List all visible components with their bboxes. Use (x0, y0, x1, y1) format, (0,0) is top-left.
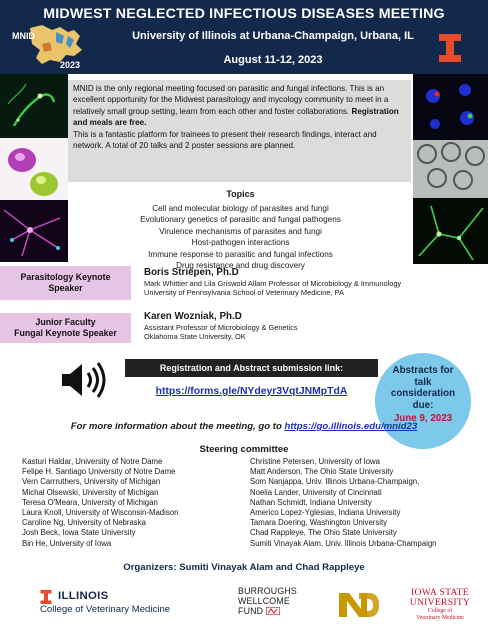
green-filaments-image (413, 198, 488, 264)
burroughs-wellcome-fund-logo (238, 587, 308, 627)
list-item: Cell and molecular biology of parasites and fungi (152, 204, 329, 213)
list-item: Drug resistance and drug discovery (176, 261, 305, 271)
brightfield-cells-image (413, 140, 488, 198)
megaphone-speaker-icon (60, 360, 108, 400)
parasitology-keynote-label (0, 266, 131, 300)
list-item: Americo Lopez-Yglesias, Indiana University (250, 508, 401, 518)
deadline-line: Abstracts for (392, 365, 454, 376)
page-title: MIDWEST NEGLECTED INFECTIOUS DISEASES MEETING (43, 6, 445, 22)
keynote-speaker-1 (144, 267, 484, 297)
registration-banner: Registration and Abstract submission link: (125, 359, 378, 377)
keynote-label-line: Parasitology Keynote (20, 272, 111, 282)
list-item: Evolutionary genetics of parasitic and fungal pathogens (140, 215, 341, 225)
list-item: Laura Knoll, University of Wisconsin-Madison (22, 508, 179, 518)
mnid-logo-text: MNID (12, 31, 35, 41)
list-item: Teresa O'Meara, University of Michigan (22, 497, 158, 507)
committee-list-left (22, 457, 248, 549)
speaker-title: Mark Whittier and Lila Griswold Allam Professor of Microbiology & Immunology (144, 279, 402, 288)
fungal-keynote-label (0, 313, 131, 343)
keynote-label-line: Junior Faculty (35, 317, 96, 327)
list-item: Kasturi Haldar, University of Notre Dame (22, 457, 163, 466)
header-banner (0, 0, 488, 74)
illinois-logo-unit: College of Veterinary Medicine (40, 604, 171, 615)
parasite-microscopy-image-1 (0, 74, 68, 138)
list-item: Christine Petersen, University of Iowa (250, 457, 381, 466)
fungal-microscopy-image (0, 138, 68, 200)
abstract-deadline-badge (375, 353, 471, 449)
speaker-affiliation: University of Pennsylvania School of Veterinary Medicine, PA (144, 288, 344, 297)
illinois-vetmed-logo (40, 590, 200, 622)
list-item: Noelia Lander, University of Cincinnati (250, 487, 382, 497)
list-item: Michal Olsewski, University of Michigan (22, 487, 159, 497)
bwf-logo-fund: FUND (238, 605, 264, 616)
list-item: Vern Carrruthers, University of Michigan (22, 477, 161, 487)
list-item: Virulence mechanisms of parasites and fungi (159, 226, 322, 236)
deadline-line: consideration (390, 388, 456, 399)
speaker-title: Assistant Professor of Microbiology & Genetics (144, 323, 298, 332)
hyphae-microscopy-image (0, 200, 68, 262)
venue-subtitle: University of Illinois at Urbana-Champaign, Urbana, IL (132, 30, 414, 42)
registration-link[interactable]: https://forms.gle/NYdeyr3VqtJNMpTdA (155, 386, 348, 397)
list-item: Som Nanjappa, Univ. Illinois Urbana-Champaign, (250, 477, 420, 487)
topics-heading: Topics (226, 189, 255, 199)
list-item: Immune response to parasitic and fungal infections (148, 249, 333, 259)
intro-box (68, 80, 411, 182)
notre-dame-logo-icon (337, 589, 379, 621)
free-registration-note: Registration and meals are free. (73, 106, 399, 128)
list-item: Tamara Doering, Washington University (250, 518, 388, 528)
list-item: Caroline Ng, University of Nebraska (22, 518, 146, 528)
bwf-logo-line: BURROUGHS (238, 586, 297, 596)
deadline-line: due: (412, 399, 434, 411)
bwf-mark-icon (266, 607, 280, 615)
speaker-affiliation: Oklahoma State University, OK (144, 332, 246, 341)
mnid-logo-year: 2023 (60, 60, 81, 70)
more-info-line (0, 421, 488, 432)
fluorescent-cells-image (413, 74, 488, 140)
iowa-state-vetmed-logo (400, 588, 480, 626)
deadline-line: talk (414, 376, 432, 388)
deadline-text (375, 365, 471, 411)
list-item: Felipe H. Santiago University of Notre Dame (22, 467, 176, 477)
more-info-text: For more information about the meeting, go to (70, 421, 285, 432)
isu-logo-line: College of (427, 608, 453, 614)
list-item: Sumiti Vinayak Alam, Univ. Illinois Urbana-Champaign (250, 538, 437, 548)
bwf-logo-line-3 (238, 607, 308, 617)
topics-list (68, 203, 413, 271)
bwf-logo-line: WELLCOME (238, 595, 290, 606)
illinois-block-i-icon (40, 590, 52, 604)
trainee-note: This is a fantastic platform for trainees to present their research findings, interact and network. A total of 20 talks and 2 poster sessions are planned. (73, 129, 377, 151)
deadline-date: June 9, 2023 (393, 413, 453, 424)
midwest-map-icon (12, 22, 98, 72)
list-item: Chad Rappleye, The Ohio State University (250, 528, 397, 538)
meeting-dates: August 11-12, 2023 (223, 54, 323, 66)
steering-committee-heading: Steering committee (199, 444, 289, 455)
list-item: Matt Anderson, The Ohio State University (250, 467, 394, 477)
mnid-logo (12, 22, 98, 72)
isu-logo-line: Veterinary Medicine (416, 615, 464, 621)
list-item: Bin He, University of Iowa (22, 538, 112, 548)
intro-text: MNID is the only regional meeting focused on parasitic and fungal infections. This is an excellent opportunity for the Midwest parasitology and mycology community to meet in a relatively small group setting, learn from each other and foster collaborations. (73, 84, 389, 116)
keynote-label-line: Fungal Keynote Speaker (14, 328, 117, 338)
committee-list-right (250, 457, 486, 549)
isu-logo-line: IOWA STATE (411, 587, 469, 598)
list-item: Host-pathogen interactions (191, 238, 290, 248)
isu-logo-line: UNIVERSITY (409, 597, 471, 608)
keynote-label-line: Speaker (48, 283, 83, 293)
keynote-speaker-2 (144, 311, 484, 341)
organizers-line: Organizers: Sumiti Vinayak Alam and Chad Rappleye (123, 562, 365, 573)
speaker-name: Karen Wozniak, Ph.D (144, 311, 242, 322)
speaker-name: Boris Striepen, Ph.D (144, 267, 239, 278)
meeting-info-link[interactable]: https://go.illinois.edu/mnid23 (284, 421, 418, 432)
list-item: Josh Beck, Iowa State University (22, 528, 136, 538)
list-item: Nathan Schmidt, Indiana University (250, 497, 372, 507)
illinois-block-i-icon (439, 34, 461, 62)
illinois-logo-name: ILLINOIS (58, 590, 109, 602)
